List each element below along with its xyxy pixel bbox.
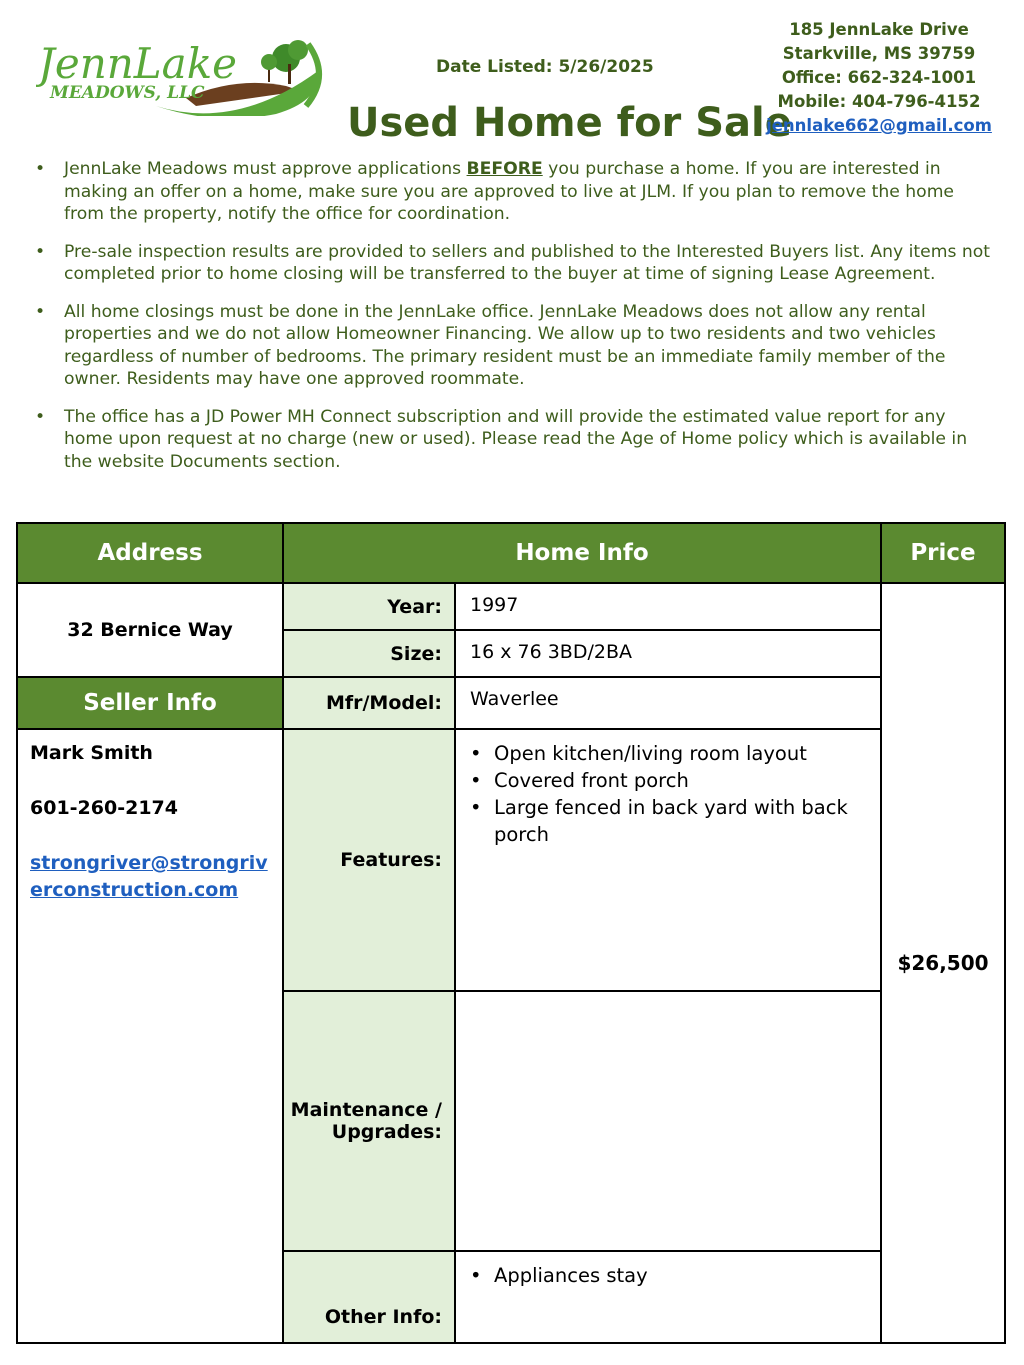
policy-notices: [30, 158, 995, 488]
notice-approval-emphasis: BEFORE: [466, 159, 543, 179]
header-price: Price: [881, 523, 1005, 583]
feature-item: • Open kitchen/living room layout: [470, 740, 866, 767]
notice-approval-prefix: JennLake Meadows must approve applications: [64, 159, 467, 179]
page-title: Used Home for Sale: [347, 100, 792, 146]
maintenance-label: [283, 991, 455, 1251]
jennlake-logo: [36, 36, 326, 116]
maintenance-label-line2: Upgrades:: [331, 1121, 442, 1143]
logo-subtext: MEADOWS, LLC: [50, 83, 205, 103]
office-contact: [760, 18, 998, 138]
other-info-item: • Appliances stay: [470, 1262, 866, 1289]
maintenance-label-line1: Maintenance /: [290, 1099, 442, 1121]
office-phone: Office: 662-324-1001: [781, 68, 977, 87]
office-address-line1: 185 JennLake Drive: [789, 20, 969, 39]
header-home-info: Home Info: [283, 523, 881, 583]
notice-inspection: • Pre-sale inspection results are provided to sellers and published to the Interested Buyers list. Any items not completed prior to home closing will be transferred to the buyer at time of signing Lease Agreement.: [30, 241, 995, 286]
features-label: Features:: [283, 729, 455, 991]
office-address-line2: Starkville, MS 39759: [782, 44, 976, 63]
seller-phone: 601-260-2174: [30, 797, 178, 819]
seller-name: Mark Smith: [30, 742, 153, 764]
notice-approval: [30, 158, 995, 226]
office-email-link[interactable]: jennlake662@gmail.com: [766, 116, 992, 135]
listing-table: [16, 522, 1006, 1344]
feature-item: • Covered front porch: [470, 767, 866, 794]
notice-approval-suffix: you purchase a home. If you are interested in making an offer on a home, make sure you are approved to live at JLM. If you plan to remove the home from the property, notify the office for coordination.: [64, 159, 955, 224]
mfr-label: Mfr/Model:: [283, 677, 455, 729]
property-address: 32 Bernice Way: [17, 583, 283, 677]
header-address: Address: [17, 523, 283, 583]
seller-info: [17, 729, 283, 1343]
other-info-value: [455, 1251, 881, 1343]
header-seller-info: Seller Info: [17, 677, 283, 729]
seller-email-link[interactable]: strongriver@strongriverconstruction.com: [30, 852, 268, 901]
year-label: Year:: [283, 583, 455, 630]
mfr-value: Waverlee: [455, 677, 881, 729]
size-label: Size:: [283, 630, 455, 677]
feature-item: • Large fenced in back yard with back porch: [470, 794, 866, 848]
mobile-phone: Mobile: 404-796-4152: [777, 92, 981, 111]
year-value: 1997: [455, 583, 881, 630]
features-value: [455, 729, 881, 991]
size-value: 16 x 76 3BD/2BA: [455, 630, 881, 677]
logo-text: JennLake: [38, 39, 238, 88]
other-info-label: Other Info:: [283, 1251, 455, 1343]
date-listed: Date Listed: 5/26/2025: [436, 57, 654, 77]
notice-jd-power: • The office has a JD Power MH Connect subscription and will provide the estimated value report for any home upon request at no charge (new or used). Please read the Age of Home policy which is available in the website Documents section.: [30, 406, 995, 474]
maintenance-value: [455, 991, 881, 1251]
features-list: [470, 740, 866, 848]
other-info-list: [470, 1262, 866, 1289]
price-value: $26,500: [881, 583, 1005, 1343]
notice-closings: • All home closings must be done in the JennLake office. JennLake Meadows does not allow any rental properties and we do not allow Homeowner Financing. We allow up to two residents and two vehicles regardless of number of bedrooms. The primary resident must be an immediate family member of the owner. Residents may have one approved roommate.: [30, 301, 995, 391]
